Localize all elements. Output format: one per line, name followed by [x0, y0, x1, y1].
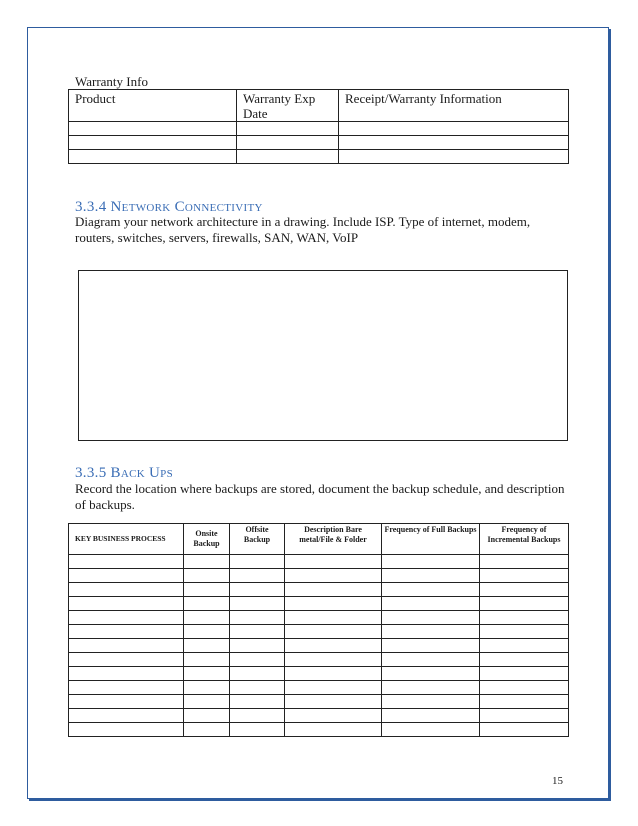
- table-cell[interactable]: [184, 597, 230, 611]
- table-cell[interactable]: [230, 723, 285, 737]
- table-cell[interactable]: [285, 681, 382, 695]
- table-cell[interactable]: [339, 150, 569, 164]
- table-row: [69, 583, 569, 597]
- back-ups-description: Record the location where backups are stored, document the backup schedule, and description of backups.: [75, 481, 565, 512]
- table-cell[interactable]: [237, 136, 339, 150]
- table-cell[interactable]: [184, 695, 230, 709]
- table-cell[interactable]: [382, 597, 480, 611]
- header-key-business-process: KEY BUSINESS PROCESS: [69, 524, 184, 555]
- table-cell[interactable]: [184, 555, 230, 569]
- table-cell[interactable]: [69, 709, 184, 723]
- table-row: [69, 681, 569, 695]
- table-cell[interactable]: [480, 639, 569, 653]
- table-cell[interactable]: [237, 122, 339, 136]
- table-row: [69, 723, 569, 737]
- table-cell[interactable]: [480, 569, 569, 583]
- table-cell[interactable]: [285, 555, 382, 569]
- table-cell[interactable]: [184, 625, 230, 639]
- table-cell[interactable]: [480, 597, 569, 611]
- table-row: [69, 667, 569, 681]
- table-cell[interactable]: [230, 555, 285, 569]
- table-cell[interactable]: [230, 569, 285, 583]
- table-cell[interactable]: [480, 625, 569, 639]
- table-cell[interactable]: [382, 639, 480, 653]
- table-cell[interactable]: [184, 667, 230, 681]
- table-row: [69, 555, 569, 569]
- table-cell[interactable]: [69, 611, 184, 625]
- table-cell[interactable]: [382, 611, 480, 625]
- table-row: [69, 639, 569, 653]
- table-cell[interactable]: [382, 583, 480, 597]
- table-cell[interactable]: [184, 639, 230, 653]
- table-header-row: [69, 90, 569, 122]
- table-cell[interactable]: [69, 639, 184, 653]
- table-cell[interactable]: [480, 667, 569, 681]
- table-cell[interactable]: [285, 653, 382, 667]
- table-cell[interactable]: [230, 709, 285, 723]
- header-warranty-exp-date: Warranty Exp Date: [237, 90, 339, 122]
- table-cell[interactable]: [339, 136, 569, 150]
- table-row: [69, 136, 569, 150]
- network-diagram-area[interactable]: [78, 270, 568, 441]
- table-cell[interactable]: [69, 569, 184, 583]
- table-cell[interactable]: [382, 709, 480, 723]
- network-connectivity-description: Diagram your network architecture in a drawing. Include ISP. Type of internet, modem, routers, switches, servers, firewalls, SAN, WAN, VoIP: [75, 214, 531, 245]
- table-row: [69, 569, 569, 583]
- table-cell[interactable]: [382, 723, 480, 737]
- table-cell[interactable]: [285, 723, 382, 737]
- header-frequency-full: Frequency of Full Backups: [382, 524, 480, 555]
- table-cell[interactable]: [69, 597, 184, 611]
- header-receipt-warranty-info: Receipt/Warranty Information: [339, 90, 569, 122]
- table-cell[interactable]: [285, 583, 382, 597]
- table-cell[interactable]: [285, 639, 382, 653]
- warranty-table: [68, 89, 569, 164]
- table-cell[interactable]: [230, 695, 285, 709]
- table-cell[interactable]: [69, 681, 184, 695]
- table-cell[interactable]: [69, 583, 184, 597]
- table-row: [69, 122, 569, 136]
- table-cell[interactable]: [184, 709, 230, 723]
- table-cell[interactable]: [285, 597, 382, 611]
- header-description: Description Bare metal/File & Folder: [285, 524, 382, 555]
- table-cell[interactable]: [285, 709, 382, 723]
- table-cell[interactable]: [184, 681, 230, 695]
- table-cell[interactable]: [230, 681, 285, 695]
- table-row: [69, 625, 569, 639]
- table-cell[interactable]: [230, 667, 285, 681]
- table-cell[interactable]: [480, 695, 569, 709]
- table-row: [69, 653, 569, 667]
- table-cell[interactable]: [69, 695, 184, 709]
- table-cell[interactable]: [382, 695, 480, 709]
- table-cell[interactable]: [69, 555, 184, 569]
- table-cell[interactable]: [69, 122, 237, 136]
- page-number: 15: [552, 775, 563, 787]
- table-cell[interactable]: [480, 681, 569, 695]
- table-cell[interactable]: [480, 723, 569, 737]
- table-cell[interactable]: [285, 569, 382, 583]
- table-cell[interactable]: [69, 625, 184, 639]
- table-cell[interactable]: [285, 611, 382, 625]
- table-cell[interactable]: [382, 653, 480, 667]
- table-row: [69, 150, 569, 164]
- header-onsite-backup: Onsite Backup: [184, 524, 230, 555]
- table-cell[interactable]: [382, 555, 480, 569]
- table-cell[interactable]: [339, 122, 569, 136]
- table-cell[interactable]: [230, 597, 285, 611]
- table-cell[interactable]: [480, 709, 569, 723]
- table-cell[interactable]: [69, 150, 237, 164]
- warranty-caption: Warranty Info: [75, 74, 148, 89]
- table-cell[interactable]: [184, 653, 230, 667]
- table-cell[interactable]: [184, 611, 230, 625]
- table-cell[interactable]: [184, 569, 230, 583]
- table-cell[interactable]: [285, 667, 382, 681]
- table-cell[interactable]: [480, 653, 569, 667]
- table-cell[interactable]: [230, 611, 285, 625]
- table-row: [69, 611, 569, 625]
- table-cell[interactable]: [69, 723, 184, 737]
- table-cell[interactable]: [382, 569, 480, 583]
- table-cell[interactable]: [230, 583, 285, 597]
- table-cell[interactable]: [480, 611, 569, 625]
- table-cell[interactable]: [382, 625, 480, 639]
- table-cell[interactable]: [184, 723, 230, 737]
- table-cell[interactable]: [382, 667, 480, 681]
- table-row: [69, 597, 569, 611]
- table-cell[interactable]: [382, 681, 480, 695]
- table-cell[interactable]: [285, 695, 382, 709]
- table-cell[interactable]: [480, 583, 569, 597]
- table-cell[interactable]: [237, 150, 339, 164]
- table-header-row: [69, 524, 569, 555]
- table-cell[interactable]: [69, 667, 184, 681]
- header-offsite-backup: Offsite Backup: [230, 524, 285, 555]
- network-connectivity-heading: 3.3.4 Network Connectivity: [75, 199, 263, 215]
- table-cell[interactable]: [230, 625, 285, 639]
- table-cell[interactable]: [480, 555, 569, 569]
- table-row: [69, 709, 569, 723]
- header-product: Product: [69, 90, 237, 122]
- table-cell[interactable]: [285, 625, 382, 639]
- table-row: [69, 695, 569, 709]
- table-cell[interactable]: [184, 583, 230, 597]
- backups-table: [68, 523, 569, 737]
- table-cell[interactable]: [230, 639, 285, 653]
- table-cell[interactable]: [69, 136, 237, 150]
- table-cell[interactable]: [69, 653, 184, 667]
- table-cell[interactable]: [230, 653, 285, 667]
- back-ups-heading: 3.3.5 Back Ups: [75, 465, 173, 481]
- header-frequency-incremental: Frequency of Incremental Backups: [480, 524, 569, 555]
